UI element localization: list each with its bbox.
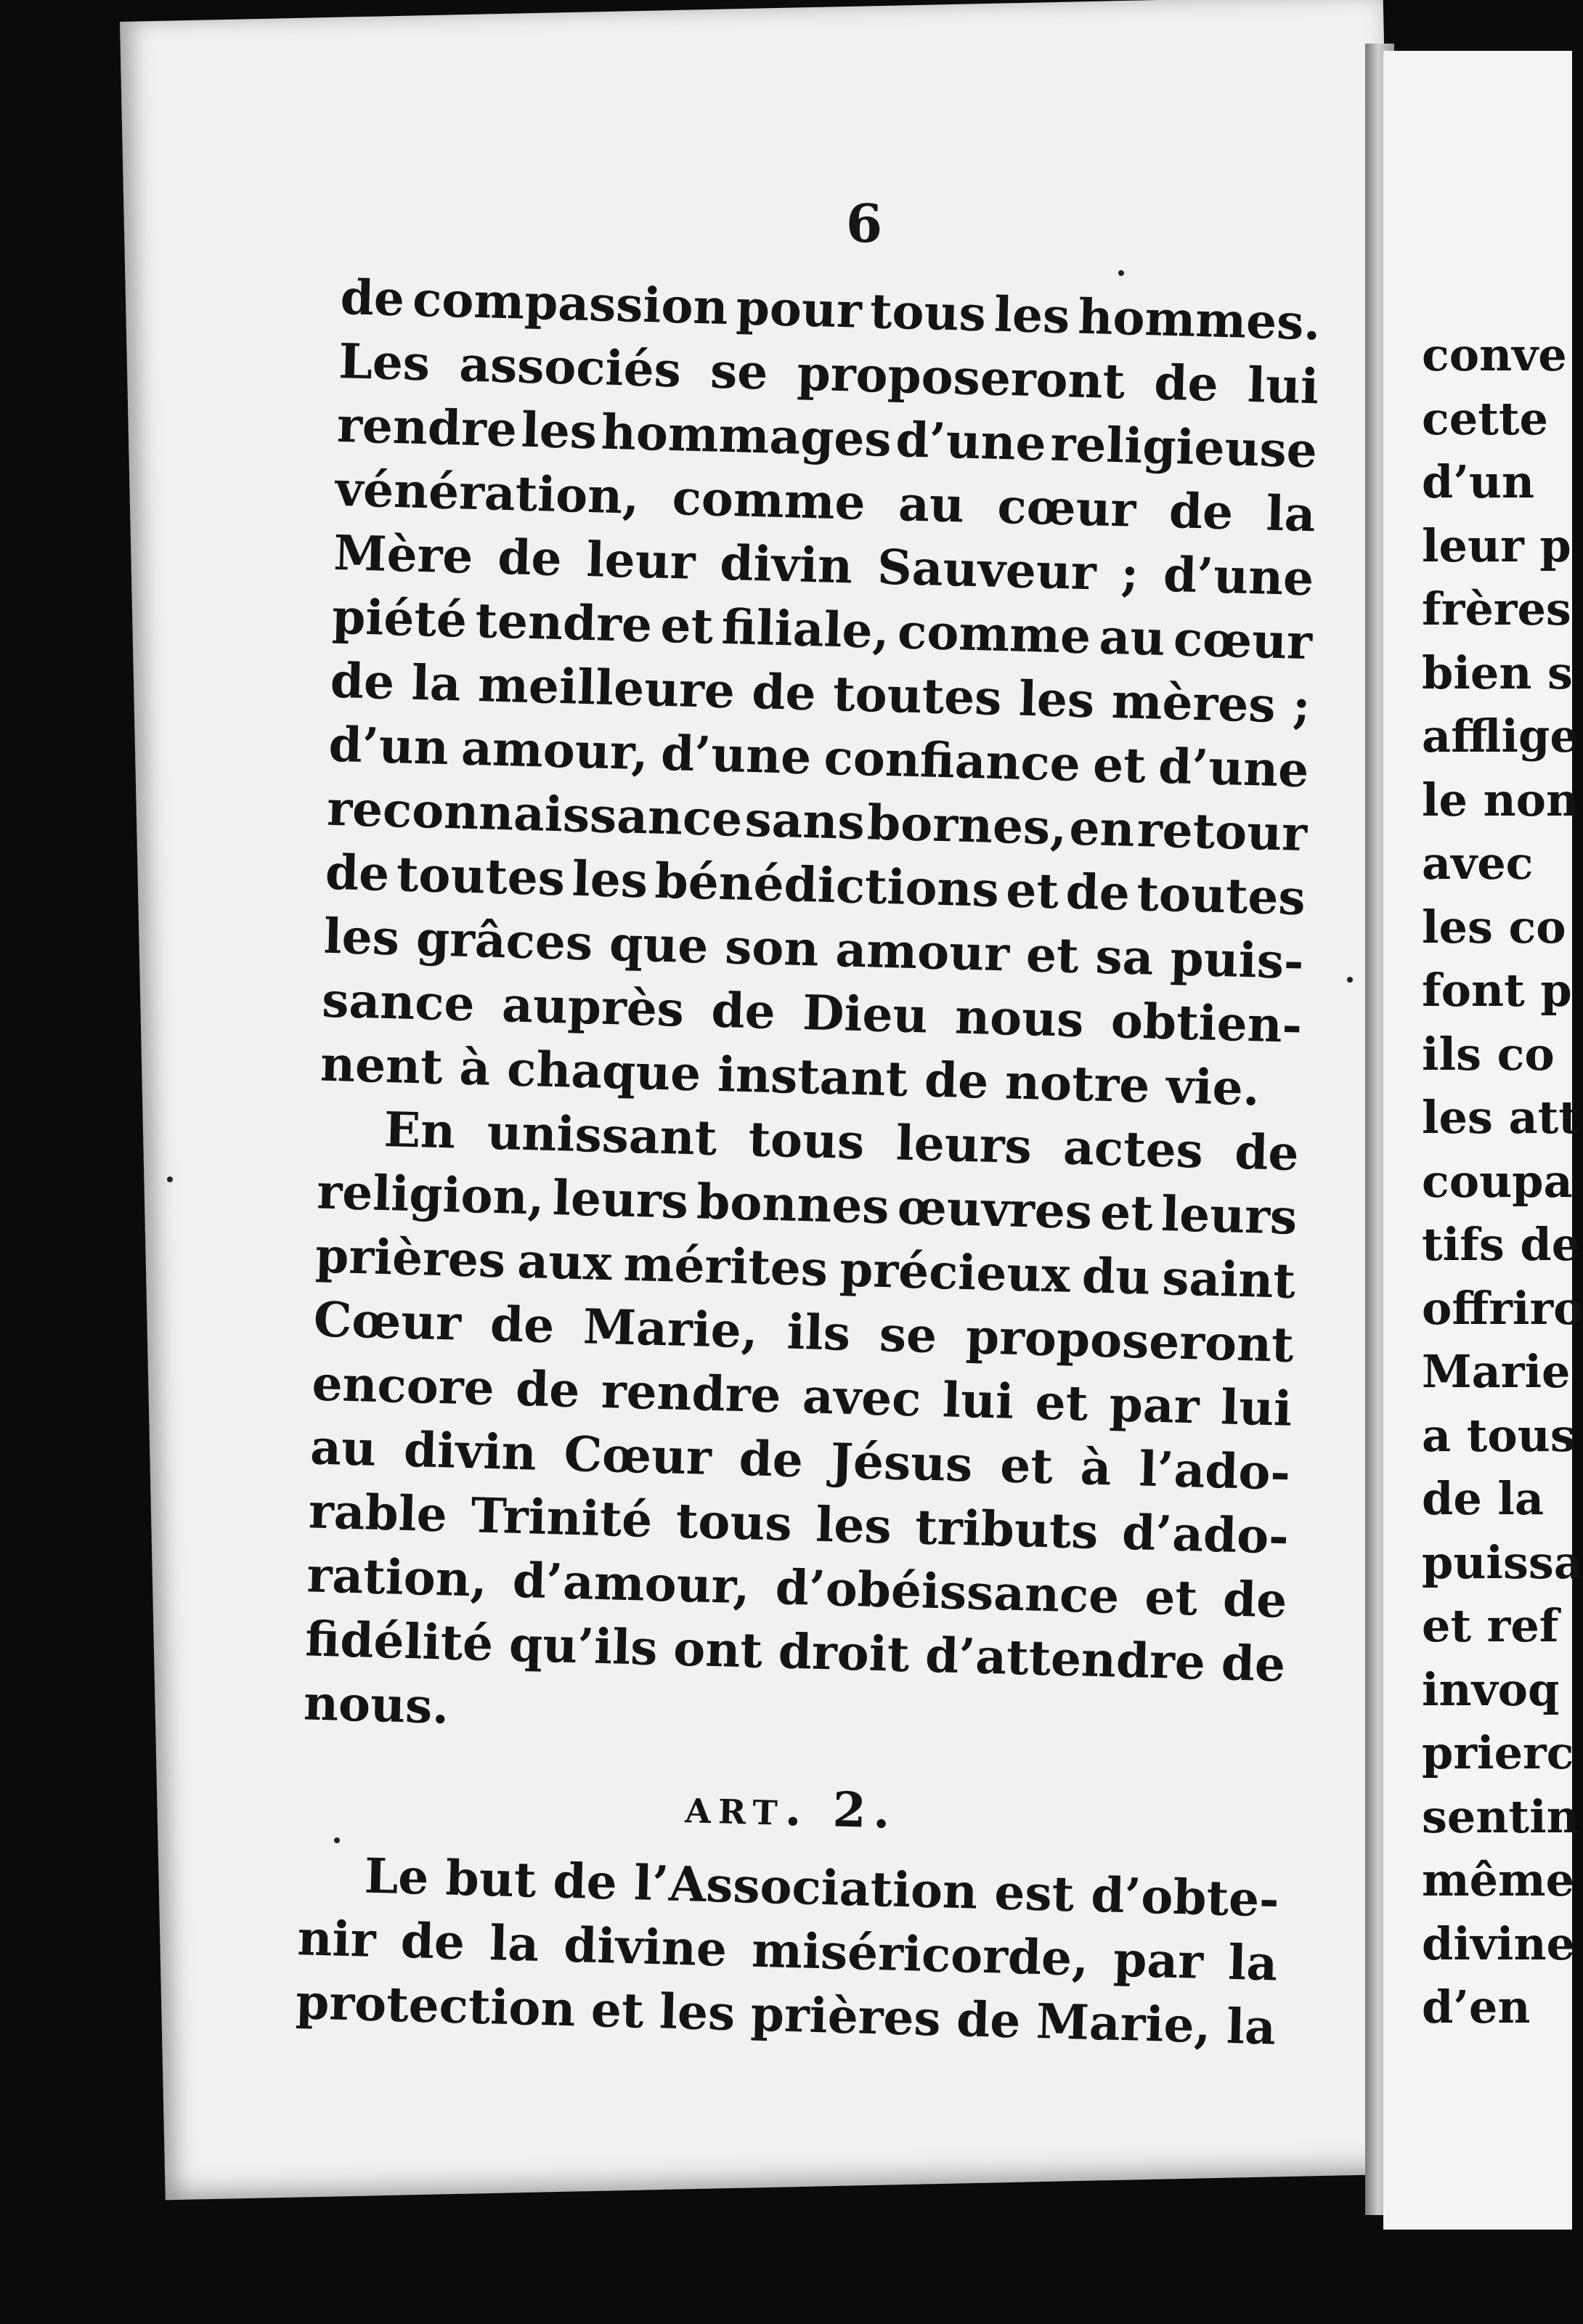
fragment-line: bien s bbox=[1422, 646, 1573, 699]
word: de bbox=[738, 1429, 804, 1489]
word: les bbox=[571, 850, 648, 909]
word: et bbox=[999, 1437, 1054, 1495]
word: grâces bbox=[415, 910, 594, 972]
word: Dieu bbox=[802, 983, 929, 1044]
fragment-line: cette bbox=[1422, 391, 1548, 445]
word: tous bbox=[675, 1492, 793, 1552]
word: sa bbox=[1094, 927, 1155, 986]
word: de bbox=[399, 1911, 465, 1971]
word: protection bbox=[295, 1973, 577, 2038]
word: au bbox=[898, 475, 965, 534]
fragment-line: le non bbox=[1422, 773, 1579, 826]
word: de bbox=[1168, 482, 1234, 541]
word: du bbox=[1081, 1247, 1152, 1306]
word: et bbox=[659, 596, 715, 655]
page-number: 6 bbox=[845, 192, 883, 254]
fragment-line: d’un bbox=[1422, 455, 1535, 508]
word: d’une bbox=[660, 724, 813, 786]
word: et bbox=[1005, 861, 1059, 920]
right-page-text bbox=[1422, 323, 1583, 2039]
word: d’un bbox=[327, 715, 449, 776]
text-line: nent à chaque instant de notre vie. bbox=[320, 1035, 1261, 1117]
word: sans bbox=[744, 790, 866, 851]
word: la bbox=[1265, 484, 1317, 543]
word: lui bbox=[1246, 356, 1320, 415]
word: bornes, bbox=[866, 794, 1068, 856]
word: toutes bbox=[395, 845, 566, 907]
word: d’obte- bbox=[1090, 1866, 1280, 1928]
word: les bbox=[815, 1495, 892, 1555]
word: obtien- bbox=[1110, 992, 1303, 1054]
fragment-line: Marie bbox=[1422, 1345, 1571, 1398]
word: et bbox=[1144, 1568, 1198, 1627]
word: associés bbox=[458, 336, 682, 399]
word: Marie, bbox=[1035, 1992, 1212, 2055]
word: de bbox=[515, 1360, 581, 1419]
word: Le bbox=[363, 1847, 430, 1906]
word: les bbox=[659, 1983, 736, 2042]
word: Cœur bbox=[312, 1291, 463, 1352]
word: d’obéissance bbox=[774, 1559, 1120, 1625]
word: mères bbox=[1110, 672, 1277, 734]
word: d’attendre bbox=[924, 1626, 1206, 1691]
paragraph-3 bbox=[295, 1842, 1279, 2059]
word: comme bbox=[897, 603, 1092, 665]
fragment-line: coupa bbox=[1422, 1154, 1573, 1208]
word: les bbox=[993, 285, 1071, 345]
fragment-line: sentin bbox=[1422, 1789, 1579, 1843]
word: toutes bbox=[1136, 864, 1306, 927]
word: de bbox=[325, 843, 391, 903]
word: Les bbox=[338, 332, 431, 392]
ink-speck bbox=[334, 1837, 340, 1843]
word: que bbox=[609, 914, 709, 975]
word: de bbox=[1234, 1123, 1300, 1182]
word: confiance bbox=[823, 728, 1081, 792]
word: leurs bbox=[1160, 1185, 1298, 1246]
word: se bbox=[878, 1305, 938, 1364]
word: reconnaissance bbox=[326, 779, 744, 848]
word: fidélité bbox=[304, 1610, 495, 1673]
word: de bbox=[489, 1295, 556, 1354]
word: précieux bbox=[839, 1240, 1071, 1304]
word: qu’ils bbox=[508, 1615, 659, 1677]
word: unissant bbox=[486, 1103, 718, 1166]
fragment-line: avec bbox=[1422, 837, 1534, 890]
word: et bbox=[1092, 736, 1147, 795]
word: ; bbox=[1120, 545, 1140, 602]
word: actes bbox=[1062, 1118, 1204, 1179]
word: les bbox=[520, 401, 598, 460]
fragment-line: a tous bbox=[1422, 1408, 1576, 1462]
word: rendre bbox=[336, 396, 518, 458]
word: rable bbox=[308, 1482, 448, 1543]
word: d’ado- bbox=[1121, 1503, 1290, 1565]
word: d’amour, bbox=[511, 1551, 751, 1615]
word: et bbox=[1025, 926, 1080, 984]
word: Marie, bbox=[582, 1298, 759, 1360]
word: filiale, bbox=[720, 598, 890, 659]
fragment-line: font p bbox=[1422, 964, 1572, 1017]
fragment-line: les co bbox=[1422, 900, 1566, 954]
word: cœur bbox=[1173, 610, 1313, 671]
ink-speck bbox=[167, 1177, 173, 1182]
word: son bbox=[724, 918, 820, 978]
word: sance bbox=[321, 971, 476, 1033]
word: hommages bbox=[600, 403, 892, 468]
word: au bbox=[309, 1418, 378, 1477]
word: de bbox=[751, 663, 817, 722]
word: proposeront bbox=[965, 1308, 1295, 1373]
word: au bbox=[1098, 608, 1166, 667]
fragment-line: leur p bbox=[1422, 519, 1571, 572]
word: ils bbox=[786, 1303, 852, 1362]
word: de bbox=[1065, 863, 1131, 922]
fragment-line: afflige bbox=[1422, 710, 1579, 763]
word: vénération, bbox=[334, 460, 640, 525]
word: bonnes bbox=[696, 1173, 890, 1235]
word: la bbox=[489, 1914, 540, 1972]
word: ; bbox=[1292, 677, 1311, 735]
word: meilleure bbox=[477, 656, 736, 720]
word: mérites bbox=[622, 1235, 829, 1297]
fragment-line: et ref bbox=[1422, 1599, 1559, 1652]
word: les bbox=[322, 907, 401, 967]
word: leurs bbox=[895, 1114, 1033, 1175]
word: de bbox=[710, 981, 776, 1040]
word: droit bbox=[777, 1622, 911, 1683]
word: comme bbox=[671, 469, 866, 531]
fragment-line: de la bbox=[1422, 1472, 1545, 1525]
word: amour, bbox=[460, 719, 649, 781]
fragment-line: même bbox=[1422, 1853, 1575, 1906]
word: tous bbox=[869, 283, 987, 343]
word: tributs bbox=[914, 1498, 1099, 1560]
word: de bbox=[1220, 1634, 1286, 1693]
article-heading: art. 2. bbox=[684, 1777, 898, 1840]
word: les bbox=[1017, 670, 1096, 729]
fragment-line: ils co bbox=[1422, 1027, 1555, 1081]
fragment-line: invoq bbox=[1422, 1662, 1560, 1716]
word: toutes bbox=[832, 665, 1003, 726]
word: l’ado- bbox=[1138, 1440, 1291, 1501]
word: religieuse bbox=[1049, 415, 1318, 479]
word: bénédictions bbox=[654, 852, 1000, 918]
word: l’Association bbox=[633, 1854, 979, 1920]
word: la bbox=[410, 654, 462, 712]
word: encore bbox=[311, 1354, 495, 1417]
ink-speck bbox=[1347, 977, 1353, 983]
word: se bbox=[709, 342, 769, 401]
word: nir bbox=[296, 1909, 377, 1969]
fragment-line: tifs de bbox=[1422, 1218, 1581, 1271]
word: ration, bbox=[306, 1546, 488, 1608]
ink-speck bbox=[1118, 270, 1124, 276]
word: ont bbox=[672, 1620, 763, 1679]
word: de bbox=[330, 651, 396, 711]
word: proposeront bbox=[796, 344, 1126, 410]
word: tous bbox=[747, 1110, 866, 1171]
word: de bbox=[339, 268, 405, 328]
word: compassion bbox=[412, 270, 729, 336]
word: puis- bbox=[1169, 930, 1305, 991]
word: œuvres bbox=[896, 1178, 1093, 1240]
word: de bbox=[497, 528, 563, 588]
word: amour bbox=[834, 921, 1010, 983]
word: d’une bbox=[895, 411, 1047, 472]
word: Mère bbox=[333, 524, 474, 585]
word: nous bbox=[954, 988, 1085, 1049]
word: divine bbox=[563, 1916, 728, 1978]
fragment-line: puissa bbox=[1422, 1535, 1583, 1589]
word: avec bbox=[802, 1368, 922, 1428]
word: de bbox=[1153, 354, 1219, 413]
word: piété bbox=[331, 588, 468, 649]
text-line: nous. bbox=[303, 1674, 450, 1735]
word: pour bbox=[735, 279, 863, 339]
word: auprès bbox=[501, 976, 685, 1038]
word: d’une bbox=[1163, 545, 1315, 607]
fragment-line: divine bbox=[1422, 1917, 1576, 1970]
word: prières bbox=[314, 1227, 507, 1289]
word: Sauveur bbox=[876, 538, 1097, 601]
fragment-line: offriro bbox=[1422, 1281, 1583, 1335]
fragment-line: les att bbox=[1422, 1091, 1579, 1144]
word: la bbox=[1226, 1997, 1277, 2056]
word: et bbox=[590, 1980, 645, 2039]
word: retour bbox=[1136, 800, 1308, 863]
paragraph-1 bbox=[320, 265, 1321, 1121]
word: leur bbox=[585, 530, 696, 590]
word: par bbox=[1108, 1376, 1200, 1435]
fragment-line: prierc bbox=[1422, 1726, 1574, 1779]
word: prières bbox=[749, 1985, 942, 2047]
word: tendre bbox=[474, 592, 653, 654]
word: saint bbox=[1161, 1249, 1296, 1309]
word: Cœur bbox=[563, 1425, 712, 1486]
word: divin bbox=[403, 1421, 537, 1482]
word: En bbox=[383, 1100, 457, 1160]
word: et bbox=[1034, 1373, 1089, 1432]
word: hommes. bbox=[1077, 288, 1322, 352]
main-text bbox=[295, 265, 1321, 2060]
word: de bbox=[956, 1991, 1022, 2049]
word: en bbox=[1068, 799, 1136, 858]
word: rendre bbox=[600, 1362, 782, 1424]
word: Jésus bbox=[829, 1432, 974, 1493]
word: lui bbox=[1220, 1378, 1293, 1437]
word: de bbox=[552, 1852, 618, 1911]
word: est bbox=[993, 1864, 1075, 1923]
fragment-line: conve bbox=[1422, 328, 1567, 381]
word: par bbox=[1112, 1930, 1205, 1990]
word: aux bbox=[516, 1232, 613, 1292]
word: la bbox=[1227, 1933, 1279, 1992]
word: miséricorde, bbox=[751, 1921, 1090, 1987]
word: Trinité bbox=[470, 1487, 654, 1548]
word: à bbox=[1079, 1439, 1112, 1497]
fragment-line: frères bbox=[1422, 582, 1571, 635]
word: cœur bbox=[996, 477, 1137, 538]
word: religion, bbox=[316, 1163, 545, 1226]
word: d’une bbox=[1157, 737, 1310, 799]
word: divin bbox=[719, 534, 854, 595]
word: de bbox=[1222, 1570, 1288, 1629]
paragraph-2 bbox=[303, 1096, 1300, 1760]
word: et bbox=[1099, 1183, 1154, 1242]
word: leurs bbox=[551, 1169, 689, 1230]
fragment-line: d’en bbox=[1422, 1980, 1531, 2033]
word: lui bbox=[941, 1371, 1015, 1430]
word: but bbox=[444, 1849, 537, 1909]
